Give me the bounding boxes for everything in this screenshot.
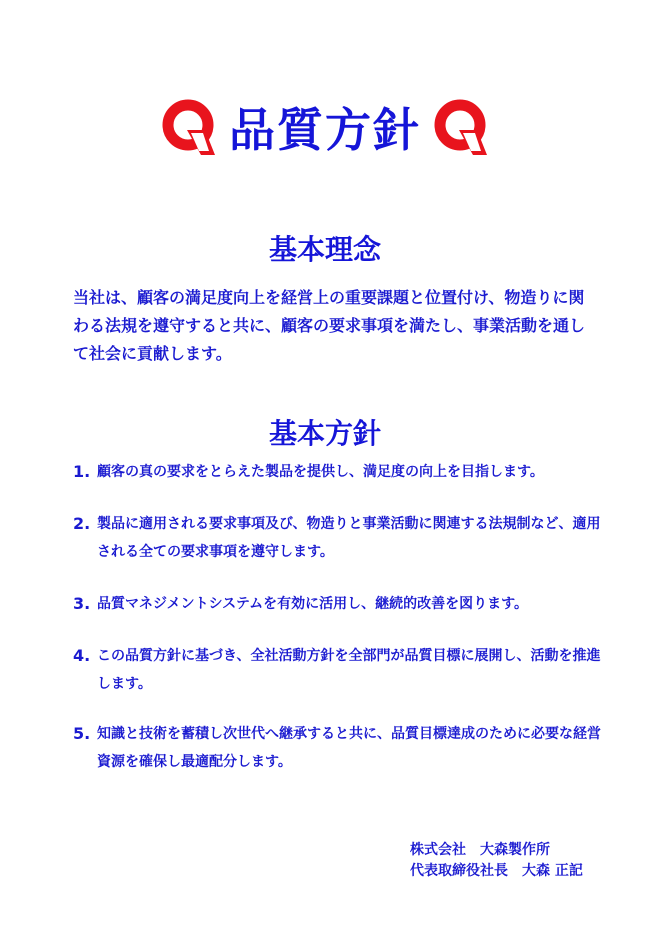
policy-item-number: 4. [73, 646, 91, 665]
policy-item-text: この品質方針に基づき、全社活動方針を全部門が品質目標に展開し、活動を推進します。 [97, 648, 601, 692]
policy-item-text: 品質マネジメントシステムを有効に活用し、継続的改善を図ります。 [97, 596, 529, 612]
policy-item-number: 5. [73, 724, 91, 743]
policy-item [73, 458, 603, 486]
policy-item-number: 3. [73, 594, 91, 613]
policy-item-text: 製品に適用される要求事項及び、物造りと事業活動に関連する法規制など、適用される全ての要求事項を遵守します。 [97, 516, 601, 560]
policy-item-text: 知識と技術を蓄積し次世代へ継承すると共に、品質目標達成のために必要な経営資源を確保し最適配分します。 [97, 726, 601, 770]
policy-item [73, 590, 603, 618]
q-logo-icon [161, 97, 217, 157]
philosophy-body: 当社は、顧客の満足度向上を経営上の重要課題と位置付け、物造りに関わる法規を遵守すると共に、顧客の要求事項を満たし、事業活動を通して社会に貢献します。 [73, 288, 586, 363]
philosophy-title: 基本理念 [268, 233, 381, 266]
policy-item-number: 2. [73, 514, 91, 533]
policy-item [73, 642, 603, 698]
page-header [0, 92, 650, 162]
policy-item [73, 720, 603, 776]
company-name: 株式会社 大森製作所 [410, 842, 550, 858]
representative-name: 代表取締役社長 大森 正記 [410, 863, 583, 879]
q-logo-icon [433, 97, 489, 157]
policy-item-number: 1. [73, 462, 91, 481]
policy-item [73, 510, 603, 566]
page-title: 品質方針 [229, 103, 421, 157]
policy-title: 基本方針 [268, 417, 381, 450]
signature-block [410, 840, 583, 882]
policy-item-text: 顧客の真の要求をとらえた製品を提供し、満足度の向上を目指します。 [97, 464, 544, 480]
